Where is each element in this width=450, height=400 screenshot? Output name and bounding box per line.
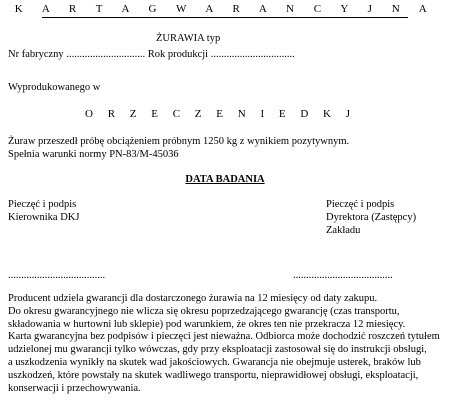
- test-date-heading: DATA BADANIA: [185, 174, 265, 185]
- terms-line: udzielonej mu gwarancji tylko wówczas, gdy przy eksploatacji zastosował się do instrukcji obsługi,: [8, 344, 427, 356]
- serial-number-row: [8, 49, 295, 62]
- left-signature-dots: .....................................: [8, 270, 106, 281]
- terms-line: uszkodzeń, które powstały na skutek wadliwego transportu, nieprawidłowej obsługi, eksploatacji,: [8, 369, 419, 381]
- title-underline: [42, 17, 408, 18]
- left-signature-block: [8, 199, 79, 225]
- warranty-terms: [8, 293, 448, 395]
- terms-line: Do okresu gwarancyjnego nie wlicza się okresu poprzedzającego gwarancję (czas transportu,: [8, 305, 400, 317]
- produced-in-label: Wyprodukowanego w: [8, 82, 101, 93]
- terms-line: składowania w hurtowni lub sklepie) pod warunkiem, że okres ten nie przekracza 12 miesięcy.: [8, 318, 406, 330]
- production-year-label: Rok produkcji: [147, 49, 209, 60]
- terms-line: Karta gwarancyjna bez podpisów i pieczęci jest nieważna. Odbiorca może dochodzić roszczeń tytułem: [8, 331, 440, 343]
- terms-line: Producent udziela gwarancji dla dostarczonego żurawia na 12 miesięcy od daty zakupu.: [8, 293, 378, 304]
- right-signature-dots: ......................................: [293, 270, 393, 281]
- norm-line: Spełnia warunki normy PN-83/M-45036: [8, 149, 179, 160]
- crane-type-label: ŻURAWIA typ: [156, 33, 221, 44]
- right-signature-line2: Dyrektora (Zastępcy): [326, 211, 417, 223]
- right-signature-line1: Pieczęć i podpis: [326, 199, 395, 210]
- left-signature-line2: Kierownika DKJ: [8, 211, 80, 223]
- serial-number-dots: ..............................: [66, 49, 146, 60]
- document-title: K A R T A G W A R A N C Y J N A: [14, 3, 436, 15]
- right-signature-block: [326, 199, 416, 237]
- serial-number-label: Nr fabryczny: [8, 49, 64, 60]
- company-name: O R Z E C Z E N I E D K J: [85, 108, 356, 120]
- terms-line: konserwacji i przechowywania.: [8, 382, 141, 394]
- terms-line: a uszkodzenia wynikły na skutek wad jakościowych. Gwarancja nie obejmuje usterek, braków lub: [8, 356, 421, 368]
- production-year-dots: ................................: [210, 49, 295, 60]
- left-signature-line1: Pieczęć i podpis: [8, 199, 77, 210]
- right-signature-line3: Zakładu: [326, 224, 361, 236]
- load-test-line: Żuraw przeszedł próbę obciążeniem próbnym 1250 kg z wynikiem pozytywnym.: [8, 136, 350, 147]
